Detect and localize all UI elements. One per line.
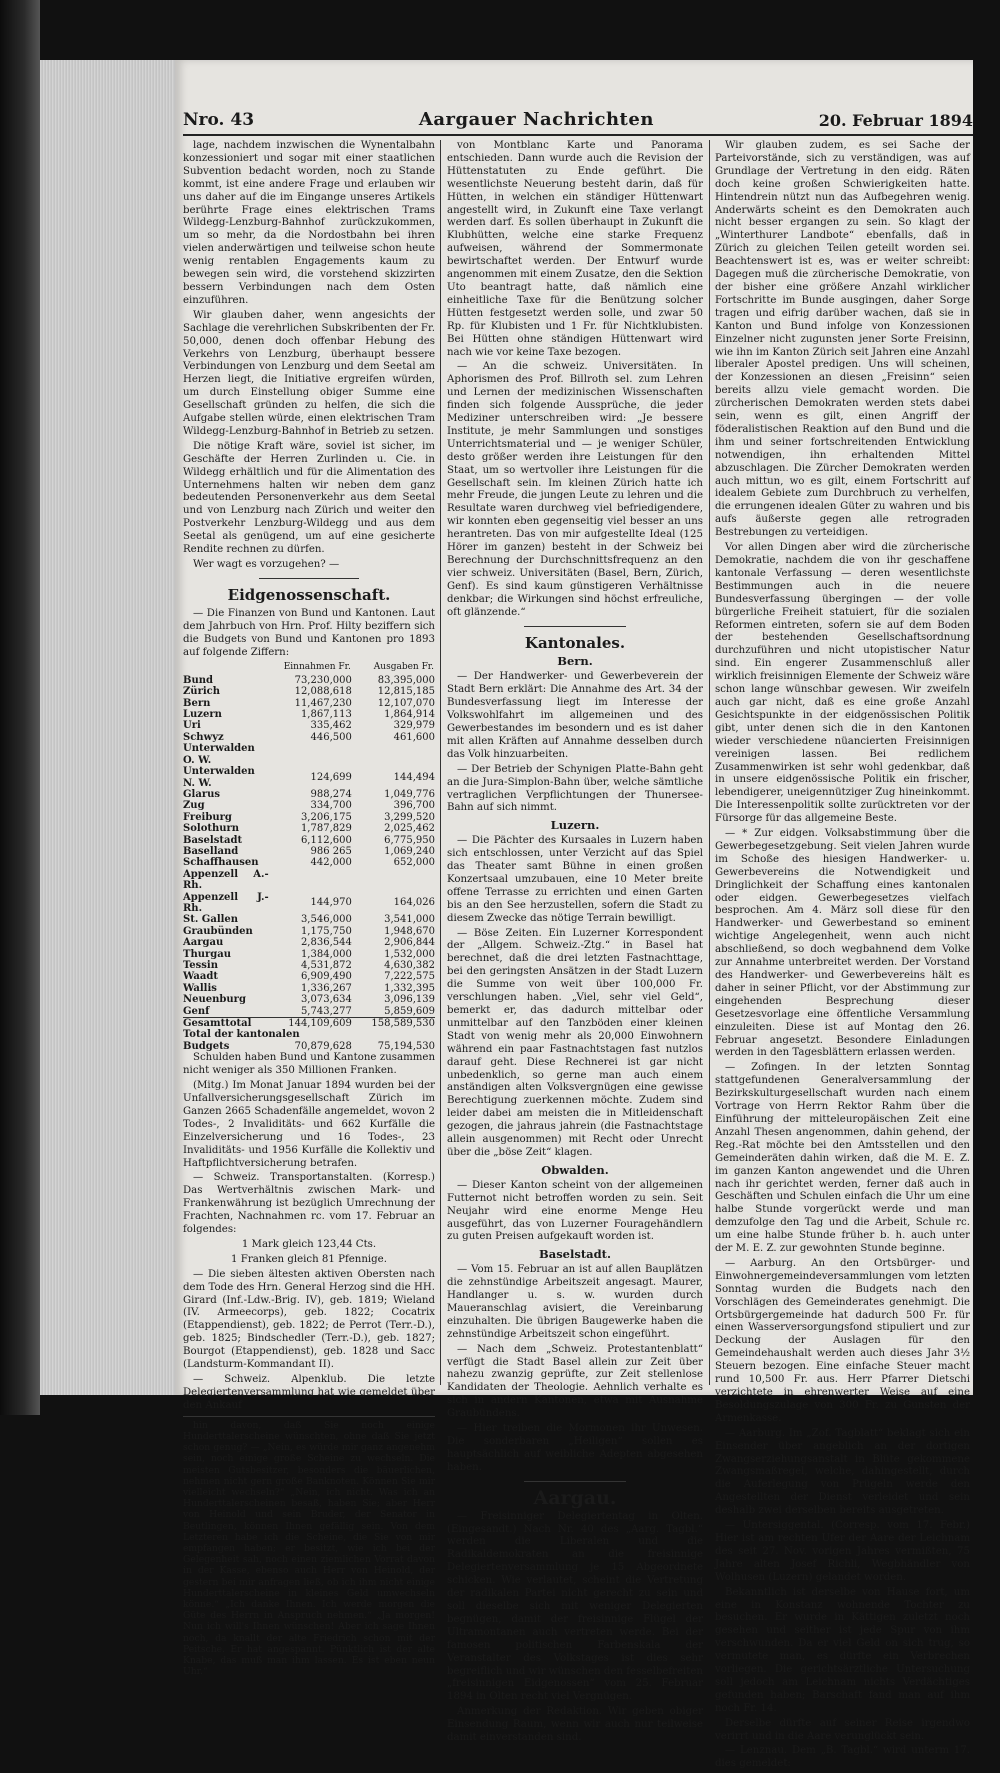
newspaper-title: Aargauer Nachrichten bbox=[418, 109, 654, 130]
table-row: Aargau 2,836,544 2,906,844 bbox=[183, 937, 435, 949]
paragraph: Die nötige Kraft wäre, soviel ist sicher, im Geschäfte der Herren Zurlinden u. Cie. in Wildegg erhältlich und für die Alimentation des Unternehmens halten wir neben dem ganz bedeutenden Personenverkehr aus dem Seetal und von Lenzburg nach Zürich und weiter den Postverkehr Lenzburg-Wildegg und aus dem Seetal als genügend, um auf eine gesicherte Rendite rechnen zu dürfen. bbox=[183, 440, 435, 556]
table-header-row bbox=[183, 661, 435, 674]
table-row: Schaffhausen 442,000 652,000 bbox=[183, 857, 435, 869]
paragraph: von Montblanc Karte und Panorama entschieden. Dann wurde auch die Revision der Hüttenstatuten zu Ende geführt. Die wesentlichste Neuerung besteht darin, daß für Hütten, in welchen ein ständiger Hüttenwart angestellt wird, in Zukunft eine Taxe verlangt werden darf. Es sollen überhaupt in Zukunft die Klubhütten, welche eine starke Frequenz aufweisen, während der Sommermonate bewirtschaftet werden. Der Entwurf wurde angenommen mit einem Zusatze, den die Sektion Uto beantragt hatte, daß nämlich eine einheitliche Taxe für die Benützung solcher Hütten festgesetzt werden solle, und zwar 50 Rp. für Klubisten und 1 Fr. für Nichtklubisten. Bei Hütten ohne ständigen Hüttenwart wird nach wie vor keine Taxe bezogen. bbox=[447, 140, 703, 358]
table-row: Freiburg 3,206,175 3,299,520 bbox=[183, 811, 435, 823]
col-header-income: Einnahmen Fr. bbox=[283, 662, 351, 673]
paragraph: Wir glauben zudem, es sei Sache der Parteivorstände, sich zu verständigen, was auf Grundlage der Vertretung in den eidg. Räten doch keine großen Schwierigkeiten hatte. Hintendrein nützt nun das Aufbegehren wenig. Anderwärts scheint es den Demokraten auch nicht besser ergangen zu sein. So klagt der „Winterthurer Landbote“ ebenfalls, daß in Zürich zu gleichen Teilen geteilt worden sei. Beachtenswert ist es, was er weiter schreibt: Dagegen muß die zürcherische Demokratie, von der bisher eine größere Anzahl wirklicher Fortschritte im Bunde ausgingen, daher Sorge tragen und eifrig darüber wachen, daß sie in Kanton und Bund infolge von Konzessionen Einzelner nicht zugunsten jener Sorte Freisinn, wie ihn im Kanton Zürich seit Jahren eine Anzahl liberaler Apostel predigen. Uns will scheinen, der Konzessionen an diesen „Freisinn“ seien bereits allzu viele gemacht worden. Die zürcherischen Demokraten werden stets dabei sein, wenn es gilt, einen Angriff der föderalistischen Reaktion auf den Bund und die ihm und seiner fortschreitenden Entwicklung notwendigen, ihn erhaltenden Mittel abzuschlagen. Die Zürcher Demokraten werden auch mittun, wo es gilt, einem Fortschritt auf idealem Gebiete zum Durchbruch zu verhelfen, die errungenen idealen Güter zu wahren und bis aufs äußerste gegen alle retrograden Bestrebungen zu verteidigen. bbox=[715, 140, 970, 539]
paragraph: Bekanntlich ist derselbe von Hause fort, um eine in Konstanz wohnende Tochter zu besuchen. Er wurde in Kättigen zuletzt noch gesehen und seither ist jede Spur von ihm verschwunden. Da er viel Geld on sich trug, so vermutete man, es dürfte ein Verbrechen vorliegen. Die gerichtsärztliche Untersuchung soll jedoch am Leichnam nichts Verdächtiges gefunden haben; Barschaft fand man auf ihm noch Fr. 14. bbox=[715, 1586, 970, 1714]
paragraph: Schulden haben Bund und Kantone zusammen nicht weniger als 350 Millionen Franken. bbox=[183, 1052, 435, 1077]
canton-heading: Bern. bbox=[557, 654, 593, 669]
section-heading: Aargau. bbox=[533, 1486, 617, 1509]
paragraph: — Hier treiben die Mormonen ihr Unwesen. Die sonderbaren „Heiligen“ sollen es hauptsächlich auf weibliche Adepten abgesehen haben. bbox=[447, 1423, 703, 1473]
table-row: Solothurn 1,787,829 2,025,462 bbox=[183, 823, 435, 835]
paragraph: — Schweiz. Transportanstalten. (Korresp.) Das Wertverhältnis zwischen Mark- und Frankenwährung ist bezüglich Umrechnung der Frachten, Nachnahmen rc. vom 17. Februar an folgendes: bbox=[183, 1172, 435, 1236]
canton-heading: Luzern. bbox=[550, 818, 600, 833]
table-row: Appenzell A.-Rh. bbox=[183, 868, 269, 892]
separator bbox=[259, 578, 360, 579]
budget-table bbox=[183, 661, 435, 1052]
table-row: Unterwalden O. W. bbox=[183, 743, 255, 766]
paragraph: — Aarburg. Im „Zof. Tagblatt“ beklagt sich ein Einsender über angeblich an der dortigen Zwangserziehungsanstalt in Blüte gekommene Zwangsmaßregel, welche, dahingestellt, durch die Auferlegung von Prügeln werde den Angestellten der Dienst verleidet und sein deshalb zwei derselben bereits ausgetreten. bbox=[715, 1427, 970, 1517]
paragraph: — Böse Zeiten. Ein Luzerner Korrespondent der „Allgem. Schweiz.-Ztg.“ in Basel hat berechnet, daß die drei letzten Fastnachttage, bei den geringsten Ansätzen in der Stadt Luzern die Summe von weit über 100,000 Fr. verschlungen haben. „Viel, sehr viel Geld“, bemerkt er, das dadurch mittelbar oder unmittelbar auf den Tanzböden einer kleinen Stadt von wenig mehr als 20,000 Einwohnern während ein paar Fastnachtstagen fast nutzlos darauf geht. Diese Rechnerei ist gar nicht unbedenklich, so gerne man auch einem anständigen alten Volksvergnügen eine gewisse Berechtigung zuerkennen möchte. Zudem sind leider dabei am meisten die in Mitleidenschaft gezogen, die jahraus jahrein (die Fastnachtstage allein ausgenommen) mit Recht oder Unrecht über die „böse Zeit“ klagen. bbox=[447, 927, 703, 1158]
table-row: Wallis 1,336,267 1,332,395 bbox=[183, 982, 435, 994]
paragraph: — Untersiggental. (Corresp. vom 17. Febr.) Hier ist am rechten Ufer der Aare der Leichnam des seit 27. Nov. vorigen Jahres vermißten, 75 Jahre alten Josef Richli, Wegbhändler von Wolhusen (Luzern) gelandet worden. bbox=[715, 1520, 970, 1583]
table-row: Thurgau 1,384,000 1,532,000 bbox=[183, 948, 435, 960]
paragraph: — * Zur eidgen. Volksabstimmung über die Gewerbegesetzgebung. Seit vielen Jahren wurde im Schoße des hiesigen Handwerker- u. Gewerbevereins die Notwendigkeit und Dringlichkeit der Schaffung eines kantonalen oder eidgen. Gewerbegesetzes vielfach besprochen. Am 4. März soll diese für den Handwerker- und Gewerbestand so eminent wichtige Angelegenheit, wenn auch nicht abschließend, so doch wegbahnend dem Volke zur Annahme unterbreitet werden. Der Vorstand des Handwerker- und Gewerbevereins hält es daher in seiner Pflicht, vor der Abstimmung zur eingehenden Besprechung dieser Gesetzesvorlage eine öffentliche Versammlung einzuleiten. Diese ist auf Montag den 26. Februar angesetzt. Besondere Einladungen werden in den Tagesblättern erlassen werden. bbox=[715, 828, 970, 1059]
canton-heading: Obwalden. bbox=[541, 1162, 609, 1177]
paragraph: Vor allen Dingen aber wird die zürcherische Demokratie, nachdem die von ihr geschaffene kantonale Verfassung — deren wesentlichste Bestimmungen auch in die neuere Bundesverfassung übergingen — der volle bürgerliche Freiheit statuiert, für die sozialen Reformen eintreten, sofern sie auf dem Boden der bestehenden Gesellschaftsordnung durchzuführen und nicht utopistischer Natur sind. Ein engerer Zusammenschluß aller wirklich freisinnigen Elemente der Schweiz wäre schon lange wünschbar gewesen. Wir zweifeln auch gar nicht, daß es eine große Anzahl Gesichtspunkte in der eidgenössischen Politik gibt, unter denen sich die in den Kantonen wieder verschiedene nüancierten Freisinnigen vereinigen lassen. Bei redlichem Zusammenwirken ist sehr wohl gedenkbar, daß in unsere eidgenössische Politik ein frischer, lebendigerer, uneigennütziger Zug hineinkommt. Die Interessenpolitik sollte zurücktreten vor der Fürsorge für das allgemeine Beste. bbox=[715, 542, 970, 825]
table-total-row: Total der kantonalen bbox=[183, 1029, 300, 1041]
exchange-rate: 1 Franken gleich 81 Pfennige. bbox=[231, 1253, 387, 1265]
table-row: Neuenburg 3,073,634 3,096,139 bbox=[183, 994, 435, 1006]
paragraph: — Zofingen. In der letzten Sonntag stattgefundenen Generalversammlung der Bezirkskulturgesellschaft wurden nach einem Vortrage von Herrn Rektor Rahm über die Einführung der mitteleuropäischen Zeit eine Anzahl Thesen angenommen, dahin gehend, der Reg.-Rat möchte bei den Amtsstellen und den Gemeinderäten dahin wirken, daß die M. E. Z. im ganzen Kanton angewendet und die Uhren nach ihr gerichtet werden, ferner daß auch in Geschäften und Schulen einfach die Uhr um eine halbe Stunde vorgerückt werde und man demzufolge den Tag und die Arbeit, Schule rc. um eine halbe Stunde früher b. h. auch unter der M. E. Z. zur gewohnten Stunde beginne. bbox=[715, 1062, 970, 1255]
column-3 bbox=[715, 140, 970, 1773]
table-row: Zürich 12,088,618 12,815,185 bbox=[183, 686, 435, 698]
paragraph: Derselbe dürfte auf seiner Reise irgendwo verirrt und in die Aare verunglückt sein. bbox=[715, 1717, 970, 1742]
paragraph: (Mitg.) Im Monat Januar 1894 wurden bei der Unfallversicherungsgesellschaft Zürich im Ganzen 2665 Schadenfälle angemeldet, wovon 2 Todes-, 2 Invaliditäts- und 662 Kurfälle die Einzelversicherung und 16 Todes-, 23 Invaliditäts- und 1956 Kurfälle die Kollektiv und Haftpflichtversicherung betrafen. bbox=[183, 1080, 435, 1169]
table-row: Bund 73,230,000 83,395,000 bbox=[183, 674, 435, 686]
table-row: Baselland 986 265 1,069,240 bbox=[183, 845, 435, 857]
section-heading: Kantonales. bbox=[524, 633, 626, 652]
paragraph: — Die sieben ältesten aktiven Obersten nach dem Tode des Hrn. General Herzog sind die HH. Girard (Inf.-Ldw.-Brig. IV), geb. 1819; Wieland (IV. Armeecorps), geb. 1822; Cocatrix (Etappendienst), geb. 1822; de Perrot (Terr.-D.), geb. 1825; Bindschedler (Terr.-D.), geb. 1827; Bourgot (Etappendienst), geb. 1828 und Sacc (Landsturm-Kommandant II). bbox=[183, 1268, 435, 1371]
issue-date: 20. Februar 1894 bbox=[818, 111, 973, 130]
feuilleton: hin davon, daß Sie noch einige Hunderttalerscheine wünschten, ohne daß Sie jetzt schon genug? — „Nein, es würde mir ganz angenehm sein, noch einige große Scheine zu wechseln. Die meisten Gutsbesitzer, besonders die bäuerlichen, nehmen nicht gern große Banknoten. Können Sie mir vielleicht wechseln?“ „Nein, ich nicht. Was ich an Hunderttalerscheinen besaß, haben Sie; aber Herr von Heinold und sein Bruder, der Senator in Beutlingen, können Ihnen gefällig sein. Von dem Letzteren habe ich die Scheine, die Sie von mir empfangen haben; er besitzt, wie ich bei der Gelegenheit sah, noch einen ziemlichen Vorrat davon in der Kasse, ebenso auch Herr von Heinold, der gestern bei mir anfragen ließ, ob ich ihm nicht einige Hunderttalerscheine in kleines Geld umwechseln könne.“ „Ich danke Ihnen. Ich werde morgen die Güte des Herrn in Anspruch nehmen.“ „Ja morgen! Nun ich will's Ihnen wünschen! Aber ich sage Ihnen noch, da knallt der alte Friedrich schon mit der Peitsche. Er hat angespannt. Pünktlich ist der alte Knabe, das muß man ihm lassen. Es ist eben neun Uhr.“ bbox=[183, 1419, 435, 1678]
separator bbox=[524, 626, 626, 627]
table-row: Genf 5,743,277 5,859,609 bbox=[183, 1005, 435, 1017]
paragraph: — Nach dem „Schweiz. Protestantenblatt“ verfügt die Stadt Basel allein zur Zeit über nahezu zwanzig geprüfte, zur Zeit stellenlose Kandidaten der Theologie. Aehnlich verhalte es sich in andern Kantonen, etwa mit Ausnahme Graubündens. bbox=[447, 1343, 703, 1420]
paragraph: — Die Finanzen von Bund und Kantonen. Laut dem Jahrbuch von Hrn. Prof. Hilty beziffern sich die Budgets von Bund und Kantonen pro 1893 auf folgende Ziffern: bbox=[183, 607, 435, 658]
table-total-row: Gesamttotal 144,109,609 158,589,530 bbox=[183, 1018, 435, 1030]
paragraph: lage, nachdem inzwischen die Wynentalbahn konzessioniert und sogar mit einer staatlichen Subvention bedacht worden, noch zu Stande kommt, ist eine andere Frage und erlauben wir uns daher auf die im Eingange unseres Artikels berührte Frage eines elektrischen Trams Wildegg-Lenzburg-Bahnhof zurückzukommen, um so mehr, da die Nordostbahn bei ihren vielen anderwärtigen und teilweise schon heute wenig rentablen Engagements kaum zu bewegen sein wird, die vorstehend skizzirten bessern Verbindungen nach dem Osten einzuführen. bbox=[183, 140, 435, 306]
separator bbox=[524, 1481, 626, 1482]
column-rule bbox=[709, 140, 710, 1385]
section-heading: Eidgenossenschaft. bbox=[227, 585, 391, 604]
paragraph: Wir glauben daher, wenn angesichts der Sachlage die verehrlichen Subskribenten der Fr. 50,000, denen doch offenbar Hebung des Verkehrs von Lenzburg, überhaupt bessere Verbindungen von Lenzburg und dem Seetal am Herzen liegt, die Initiative ergreifen würden, um durch Einstellung obiger Summe eine Gesellschaft gründen zu helfen, die sich die Aufgabe stellen würde, einen elektrischen Tram Wildegg-Lenzburg-Bahnhof in Betrieb zu setzen. bbox=[183, 309, 435, 437]
paragraph: — Aarburg. An den Ortsbürger- und Einwohnergemeindeversammlungen vom letzten Sonntag wurden die Budgets nach den Vorschlägen des Gemeinderates genehmigt. Die Ortsbürgergemeinde hat dadurch 500 Fr. für einen Wasserversorgungsfond stipuliert und zur Deckung der Auslagen für den Gemeindehaushalt werden auch dieses Jahr 3½ Steuern bezogen. Eine einfache Steuer macht rund 10,500 Fr. aus. Herr Pfarrer Dietschi verzichtete in ehrenwerter Weise auf eine Besoldungszulage von 300 Fr. zu Gunsten der Armenkasse. bbox=[715, 1257, 970, 1424]
table-row: Luzern 1,867,113 1,864,914 bbox=[183, 709, 435, 721]
page-header bbox=[183, 102, 973, 136]
paragraph: — Dieser Kanton scheint von der allgemeinen Futternot nicht betroffen worden zu sein. Seit Neujahr wird eine enorme Menge Heu ausgeführt, das von Luzerner Fouragehändlern zu guten Preisen aufgekauft worden ist. bbox=[447, 1179, 703, 1243]
table-row: Glarus 988,274 1,049,776 bbox=[183, 788, 435, 800]
canton-heading: Baselstadt. bbox=[539, 1247, 611, 1262]
table-row: Schwyz 446,500 461,600 bbox=[183, 731, 435, 743]
table-row: St. Gallen 3,546,000 3,541,000 bbox=[183, 914, 435, 926]
column-2 bbox=[447, 140, 703, 1747]
paragraph: — Die Pächter des Kursaales in Luzern haben sich entschlossen, unter Verzicht auf das Spiel das Theater samt Bühne in einen großen Konzertsaal umzubauen, eine 10 Meter breite offene Terrasse zu errichten und einen Garten bis an den See herzustellen, sofern die Stadt zu diesem Zwecke das nötige Terrain bewilligt. bbox=[447, 835, 703, 924]
paragraph: — An die schweiz. Universitäten. In Aphorismen des Prof. Billroth sel. zum Lehren und Lernen der medizinischen Wissenschaften finden sich folgende Aussprüche, die jeder Mediziner unterschreiben wird: „Je bessere Institute, je mehr Sammlungen und sonstiges Unterrichtsmaterial und — je weniger Schüler, desto größer werden ihre Leistungen für den Staat, um so wertvoller ihre Leistungen für die Gesellschaft sein. Im kleinen Zürich hatte ich mehr Freude, die jungen Leute zu lehren und die Resultate waren durchweg viel befriedigendere, wir konnten eben gegenseitig viel besser an uns herantreten. Das von mir aufgestellte Ideal (125 Hörer im ganzen) besteht in der Schweiz bei Berechnung der Durchschnittsfrequenz an den vier schweiz. Universitäten (Basel, Bern, Zürich, Genf). Es sind kaum günstigeren Verhältnisse denkbar; die Wirkungen sind höchst erfreuliche, oft glänzende.“ bbox=[447, 361, 703, 618]
paragraph: — Freisinniger Delegiertentag in Olten. (Eingesandt.) Nach Nr. 40 des „Aarg. Tagbl.“ werden die Liberalen und die Radikaldemokraten an die freisinnige Delegiertenversammlung je 15 Abgeordnete schicken. Wie verlautet, scheint die Vertretung der radikalen Partei nicht gerecht zu sein und soll dieselbe sich mit weniger Delegierten begnügen, damit der freisinnige Flügel der Ultramontanen auch vertreten werde. Bei der famosen politischen Farbenskala der Veranstalter des Volkstages ist dies sehr begreiflich und wir wünschen den fesselbefreiten „freisinnigen Eidgenossen“ vom 25. Februar 1894 in Olten recht viel Vergnügen. bbox=[447, 1510, 703, 1703]
col-header-expense: Ausgaben Fr. bbox=[373, 662, 434, 673]
table-row: Waadt 6,909,490 7,222,575 bbox=[183, 971, 435, 983]
issue-number: Nro. 43 bbox=[183, 110, 255, 130]
paragraph: Anmerkung der Redaktion. Wir geben obiger Einsendung Raum, wenn wir auch nur teilweise damit einverstanden sind. bbox=[447, 1706, 703, 1744]
paragraph: — Vom 15. Februar an ist auf allen Bauplätzen die zehnstündige Arbeitszeit angesagt. Maurer, Handlanger u. s. w. wurden durch Maueranschlag avisiert, die Vereinbarung einzuhalten. Die übrigen Baugewerke haben die zehnstündige Arbeitszeit schon eingeführt. bbox=[447, 1264, 703, 1340]
column-rule bbox=[440, 140, 441, 1385]
newspaper-page bbox=[175, 60, 973, 1770]
exchange-rate: 1 Mark gleich 123,44 Cts. bbox=[241, 1238, 377, 1250]
table-row: Zug 334,700 396,700 bbox=[183, 800, 435, 812]
paragraph: Wer wagt es vorzugehen? — bbox=[193, 559, 340, 570]
table-row: Uri 335,462 329,979 bbox=[183, 720, 435, 732]
table-row: Appenzell J.-Rh. 144,970 164,026 bbox=[183, 891, 435, 914]
page-stack-edge bbox=[40, 60, 180, 1395]
table-row: Unterwalden N. W. 124,699 144,494 bbox=[183, 766, 435, 789]
table-row: Bern 11,467,230 12,107,070 bbox=[183, 697, 435, 709]
table-row: Baselstadt 6,112,600 6,775,950 bbox=[183, 834, 435, 846]
scan-dark-edge bbox=[0, 0, 40, 1415]
column-1 bbox=[183, 140, 435, 1679]
table-row: Graubünden 1,175,750 1,948,670 bbox=[183, 925, 435, 937]
paragraph: — Der Handwerker- und Gewerbeverein der Stadt Bern erklärt: Die Annahme des Art. 34 der Bundesverfassung liegt im Interesse der Volkswohlfahrt im allgemeinen und des Gewerbestandes im besondern und es ist daher mit allen Kräften auf Annahme desselben durch das Volk hinzuarbeiten. bbox=[447, 671, 703, 760]
table-total-row: Budgets 70,879,628 75,194,530 bbox=[183, 1040, 435, 1052]
table-row: Tessin 4,531,872 4,630,382 bbox=[183, 960, 435, 971]
paragraph: — Lenznau. Dem „B. Tagbl.“ wird unterm 17. dies gemeldet: bbox=[715, 1745, 970, 1770]
paragraph: — Der Betrieb der Schynigen Platte-Bahn geht an die Jura-Simplon-Bahn über, welche sämtliche vertraglichen Verpflichtungen der Thunersee-Bahn auf sich nimmt. bbox=[447, 763, 703, 814]
paragraph: — Schweiz. Alpenklub. Die letzte Delegiertenversammlung hat wie gemeldet über den Ankauf bbox=[183, 1374, 435, 1411]
